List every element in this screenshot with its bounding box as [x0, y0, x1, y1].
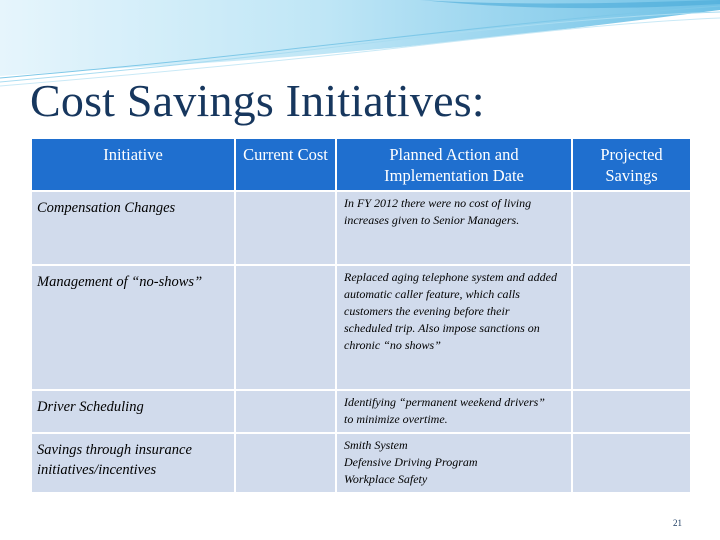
projected-savings-cell: [572, 191, 691, 265]
column-header-projected-savings: Projected Savings: [572, 138, 691, 191]
projected-savings-cell: [572, 265, 691, 390]
column-header-initiative: Initiative: [31, 138, 235, 191]
current-cost-cell: [235, 390, 336, 433]
planned-action-cell: Replaced aging telephone system and added automatic caller feature, which calls customers the evening before their scheduled trip. Also impose sanctions on chronic “no shows”: [336, 265, 572, 390]
table-header-row: [31, 138, 691, 191]
projected-savings-cell: [572, 433, 691, 493]
table-row: [31, 265, 691, 390]
table-row: [31, 390, 691, 433]
initiative-cell: Management of “no-shows”: [31, 265, 235, 390]
current-cost-cell: [235, 265, 336, 390]
planned-action-cell: In FY 2012 there were no cost of living increases given to Senior Managers.: [336, 191, 572, 265]
initiative-cell: Compensation Changes: [31, 191, 235, 265]
cost-savings-table: [30, 137, 692, 494]
planned-action-cell: Smith System Defensive Driving Program Workplace Safety: [336, 433, 572, 493]
projected-savings-cell: [572, 390, 691, 433]
current-cost-cell: [235, 191, 336, 265]
planned-action-cell: Identifying “permanent weekend drivers” to minimize overtime.: [336, 390, 572, 433]
page-number: 21: [673, 518, 682, 528]
column-header-planned-action: Planned Action and Implementation Date: [336, 138, 572, 191]
table-row: [31, 191, 691, 265]
column-header-current-cost: Current Cost: [235, 138, 336, 191]
page-title: Cost Savings Initiatives:: [30, 75, 485, 126]
initiative-cell: Savings through insurance initiatives/incentives: [31, 433, 235, 493]
current-cost-cell: [235, 433, 336, 493]
table-row: [31, 433, 691, 493]
initiative-cell: Driver Scheduling: [31, 390, 235, 433]
